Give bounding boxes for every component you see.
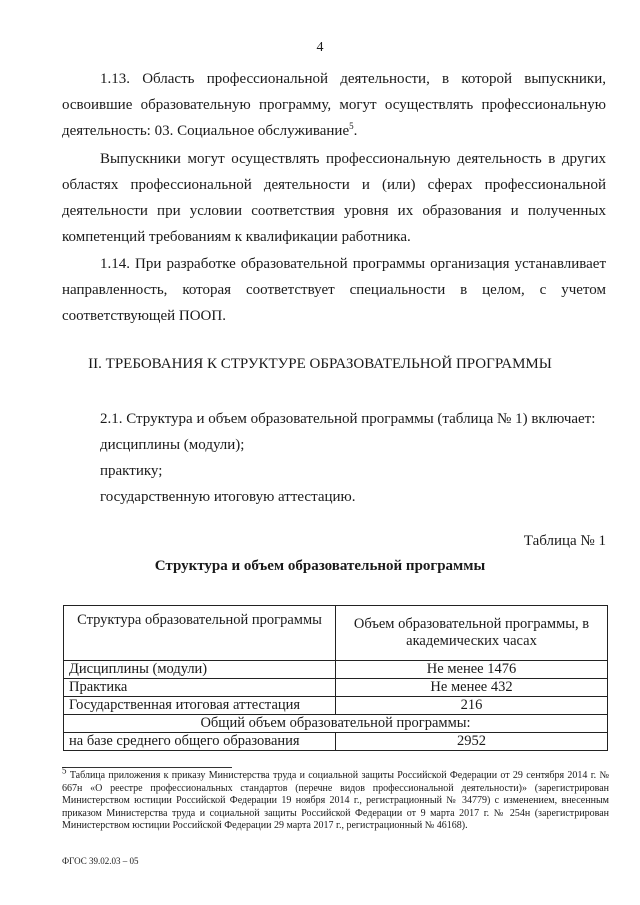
list-item: государственную итоговую аттестацию. bbox=[100, 489, 356, 505]
section-title: II. ТРЕБОВАНИЯ К СТРУКТУРЕ ОБРАЗОВАТЕЛЬНОЙ ПРОГРАММЫ bbox=[88, 356, 552, 372]
structure-list bbox=[100, 406, 595, 510]
footnote-separator bbox=[62, 767, 232, 768]
page-number: 4 bbox=[316, 40, 324, 55]
document-code: ФГОС 39.02.03 – 05 bbox=[62, 856, 139, 866]
table-header-cell: Структура образовательной программы bbox=[64, 606, 336, 661]
paragraph-line: Выпускники могут осуществлять профессиональную деятельность в других bbox=[100, 151, 606, 167]
table-cell: Не менее 1476 bbox=[336, 661, 608, 679]
paragraph-line: областях профессиональной деятельности и (или) сферах профессиональной bbox=[62, 177, 606, 193]
paragraph-graduates bbox=[62, 146, 606, 250]
paragraph-1-13 bbox=[62, 66, 606, 144]
table-row bbox=[64, 679, 608, 697]
table-number: Таблица № 1 bbox=[523, 533, 606, 549]
list-intro: 2.1. Структура и объем образовательной программы (таблица № 1) включает: bbox=[100, 411, 596, 427]
table-cell: 2952 bbox=[336, 733, 608, 751]
footnote-mark: 5 bbox=[62, 765, 67, 776]
paragraph-1-14 bbox=[62, 251, 606, 329]
paragraph-line bbox=[62, 118, 606, 144]
table-cell: на базе среднего общего образования bbox=[64, 733, 336, 751]
table-cell: Государственная итоговая аттестация bbox=[64, 697, 336, 715]
structure-table bbox=[63, 605, 608, 751]
table-cell: Дисциплины (модули) bbox=[64, 661, 336, 679]
table-cell: 216 bbox=[336, 697, 608, 715]
paragraph-line: направленность, которая соответствует специальности в целом, с учетом bbox=[62, 282, 606, 298]
list-item: дисциплины (модули); bbox=[100, 437, 245, 453]
table-total-header-row bbox=[64, 715, 608, 733]
paragraph-line: 1.13. Область профессиональной деятельности, в которой выпускники, bbox=[100, 71, 606, 87]
paragraph-end: . bbox=[353, 123, 358, 139]
table-header-row bbox=[64, 606, 608, 661]
footnote-text: Таблица приложения к приказу Министерства труда и социальной защиты Российской Федерации от 29 сентября 2014 г. № 667н «О реестре профессиональных стандартов (перечне видов профессиональной деятельности)» (зарегистрирован Министерством юстиции Российской Федерации 19 ноября 2014 г., регистрационный № 34779) с изменением, внесенным приказом Министерства труда и социальной защиты Российской Федерации от 9 марта 2017 г. № 254н (зарегистрирован Министерством юстиции Российской Федерации 29 марта 2017 г., регистрационный № 46168). bbox=[62, 770, 610, 831]
paragraph-line: соответствующей ПООП. bbox=[62, 308, 226, 324]
table-total-label: Общий объем образовательной программы: bbox=[64, 715, 608, 733]
footnote-reference[interactable]: 5 bbox=[349, 121, 354, 131]
paragraph-line: 1.14. При разработке образовательной программы организация устанавливает bbox=[100, 256, 606, 272]
paragraph-line: деятельности при условии соответствия уровня их образования и полученных bbox=[62, 203, 606, 219]
paragraph-line: освоившие образовательную программу, могут осуществлять профессиональную bbox=[62, 97, 606, 113]
table-row bbox=[64, 733, 608, 751]
table-row bbox=[64, 661, 608, 679]
table-row bbox=[64, 697, 608, 715]
table-cell: Не менее 432 bbox=[336, 679, 608, 697]
table-header-cell: Объем образовательной программы, в академических часах bbox=[336, 606, 608, 661]
paragraph-line: компетенций требованиям к квалификации работника. bbox=[62, 229, 411, 245]
table-title: Структура и объем образовательной программы bbox=[154, 558, 486, 574]
footnote bbox=[62, 765, 610, 833]
table-cell: Практика bbox=[64, 679, 336, 697]
list-item: практику; bbox=[100, 463, 163, 479]
paragraph-text: деятельность: 03. Социальное обслуживание bbox=[62, 123, 350, 139]
